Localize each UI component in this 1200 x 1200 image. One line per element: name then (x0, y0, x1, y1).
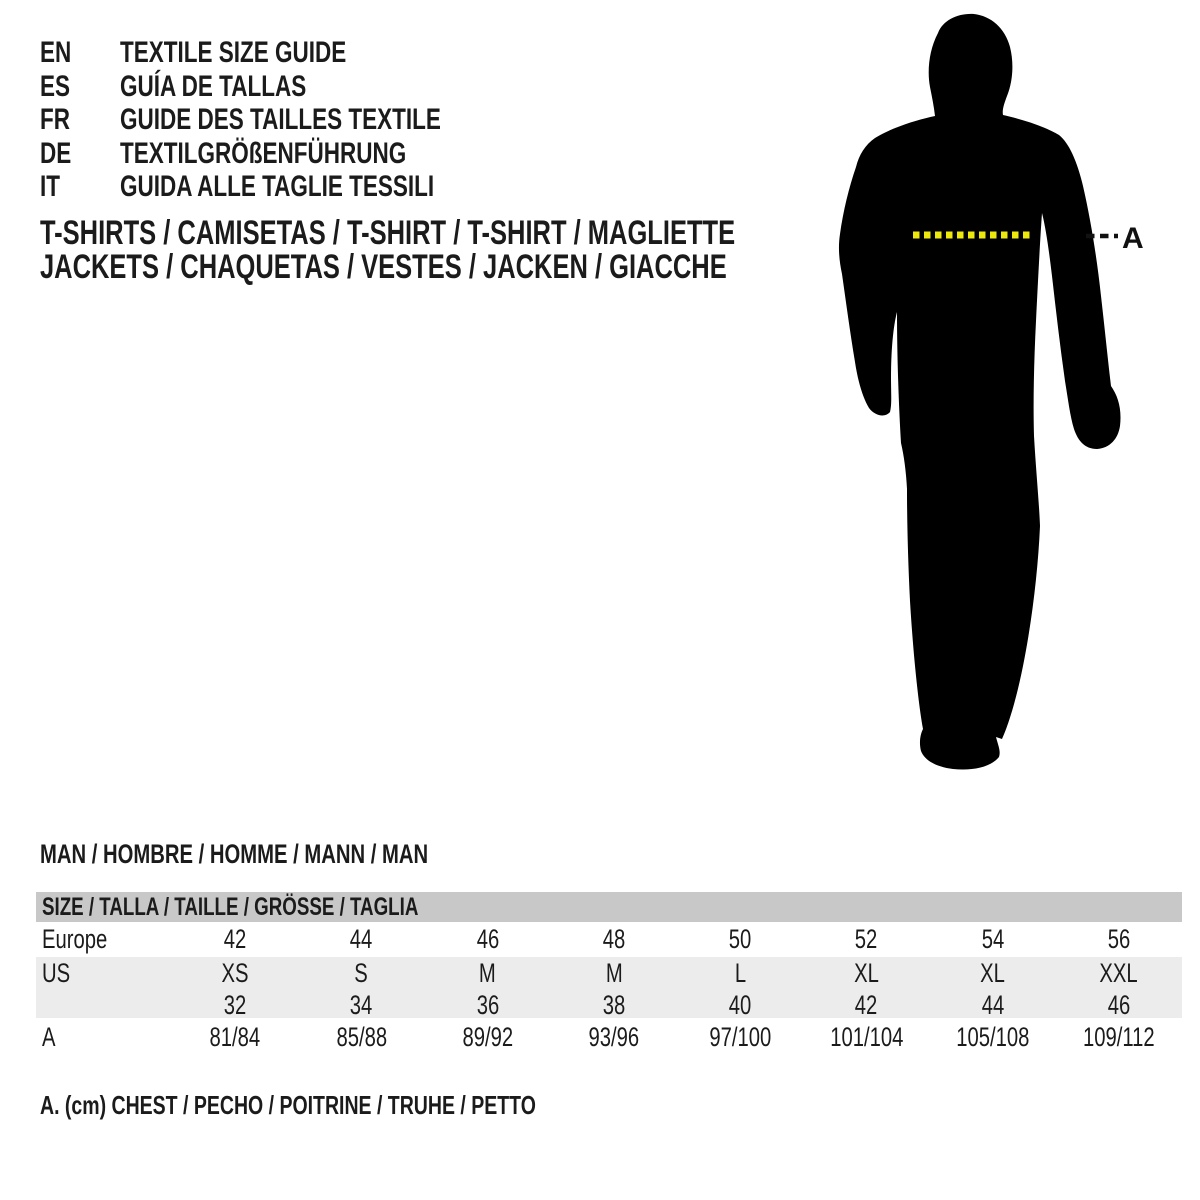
language-code: FR (40, 103, 70, 137)
size-value: 44 (981, 990, 1004, 1020)
language-row-es (40, 70, 548, 104)
size-value: 93/96 (588, 1021, 640, 1052)
category-tshirts: T-SHIRTS / CAMISETAS / T-SHIRT / T-SHIRT / MAGLIETTE (40, 214, 736, 252)
size-value: 36 (476, 990, 499, 1020)
measurement-footnote: A. (cm) CHEST / PECHO / POITRINE / TRUHE / PETTO (40, 1090, 536, 1120)
size-value: XS (221, 958, 249, 988)
size-value: 42 (855, 990, 878, 1020)
language-code: IT (40, 170, 61, 204)
size-value: 46 (1107, 990, 1131, 1020)
row-label: A (42, 1021, 56, 1052)
size-value: 46 (476, 924, 499, 954)
size-value: 44 (350, 924, 373, 954)
man-silhouette-figure (820, 0, 1180, 800)
table-row-europe (36, 922, 1182, 957)
size-value: 81/84 (209, 1021, 261, 1052)
language-list (40, 36, 548, 204)
row-label (36, 990, 172, 1021)
size-value: 109/112 (1083, 1021, 1155, 1052)
row-label: US (42, 958, 71, 988)
table-row-us (36, 957, 1182, 990)
guide-title-it: GUIDA ALLE TAGLIE TESSILI (120, 170, 435, 204)
language-row-de (40, 137, 548, 171)
table-row-chest-cm (36, 1018, 1182, 1056)
language-code: ES (40, 69, 71, 103)
size-table-header: SIZE / TALLA / TAILLE / GRÖSSE / TAGLIA (36, 892, 1182, 922)
row-label: Europe (42, 924, 108, 954)
language-row-it (40, 170, 548, 204)
size-value: XXL (1099, 958, 1139, 988)
size-value: 85/88 (336, 1021, 387, 1052)
language-row-fr (40, 103, 548, 137)
size-value: XL (980, 958, 1006, 988)
measure-label-a: A (1122, 222, 1144, 255)
size-value: 52 (855, 924, 878, 954)
guide-title-de: TEXTILGRÖßENFÜHRUNG (120, 136, 407, 170)
category-jackets: JACKETS / CHAQUETAS / VESTES / JACKEN / GIACCHE (40, 248, 727, 286)
size-value: M (479, 958, 497, 988)
section-heading-man: MAN / HOMBRE / HOMME / MANN / MAN (40, 839, 429, 869)
size-value: S (354, 958, 369, 988)
language-row-en (40, 36, 548, 70)
size-value: 97/100 (709, 1021, 772, 1052)
size-table (36, 892, 1182, 1056)
size-value: 56 (1107, 924, 1131, 954)
guide-title-en: TEXTILE SIZE GUIDE (120, 36, 347, 69)
size-value: 54 (981, 924, 1004, 954)
language-code: DE (40, 136, 72, 170)
language-code: EN (40, 36, 72, 69)
guide-title-fr: GUIDE DES TAILLES TEXTILE (120, 103, 441, 137)
man-silhouette (839, 14, 1121, 770)
size-value: 105/108 (956, 1021, 1030, 1052)
size-value: 50 (728, 924, 752, 954)
table-row-numeric (36, 990, 1182, 1018)
size-value: 38 (602, 990, 626, 1020)
size-value: L (734, 958, 746, 988)
size-value: 40 (728, 990, 752, 1020)
size-value: 42 (223, 924, 247, 954)
size-value: XL (853, 958, 879, 988)
size-value: 32 (223, 990, 247, 1020)
size-value: 48 (602, 924, 626, 954)
size-value: 34 (350, 990, 373, 1020)
size-value: M (605, 958, 623, 988)
size-value: 89/92 (462, 1021, 513, 1052)
size-value: 101/104 (829, 1021, 903, 1052)
guide-title-es: GUÍA DE TALLAS (120, 69, 307, 103)
